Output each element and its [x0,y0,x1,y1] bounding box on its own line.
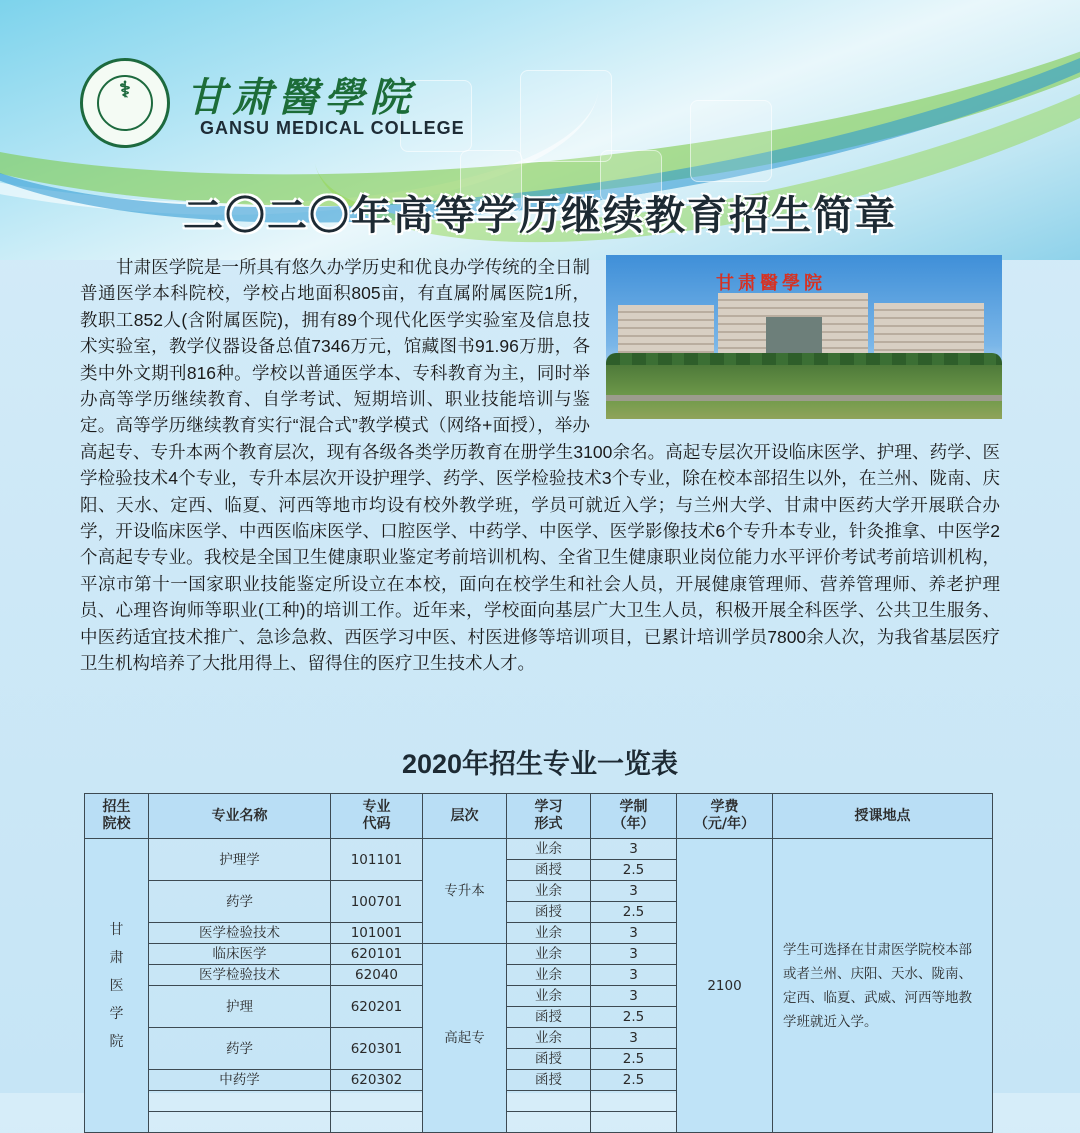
logo-english-name: GANSU MEDICAL COLLEGE [200,118,465,138]
major-name [149,1091,331,1112]
table-row [85,839,993,860]
banner-square [690,100,772,182]
major-name: 护理学 [149,839,331,881]
page-title: 二〇二〇年高等学历继续教育招生简章 [183,194,897,238]
table-title: 2020年招生专业一览表 [401,749,679,779]
header-level: 层次 [423,794,507,839]
years-cell [591,1112,677,1133]
major-name: 临床医学 [149,944,331,965]
intro-paragraph [80,254,1000,677]
mode-cell: 业余 [507,881,591,902]
table-header-row [85,794,993,839]
level-cell: 高起专 [423,944,507,1133]
college-seal-logo [80,58,170,148]
years-cell: 3 [591,923,677,944]
years-cell: 3 [591,839,677,860]
years-cell [591,1091,677,1112]
mode-cell: 业余 [507,965,591,986]
location-cell: 学生可选择在甘肃医学院校本部或者兰州、庆阳、天水、陇南、定西、临夏、武威、河西等地教学班就近入学。 [773,839,993,1133]
level-cell: 专升本 [423,839,507,944]
photo-sign: 甘肃醫學院 [716,273,826,294]
mode-cell: 业余 [507,1028,591,1049]
mode-cell [507,1112,591,1133]
mode-cell: 业余 [507,839,591,860]
major-code: 101101 [331,839,423,881]
years-cell: 3 [591,965,677,986]
years-cell: 2.5 [591,860,677,881]
mode-cell [507,1091,591,1112]
header-location: 授课地点 [773,794,993,839]
years-cell: 2.5 [591,1007,677,1028]
major-code [331,1112,423,1133]
major-code: 100701 [331,881,423,923]
years-cell: 2.5 [591,902,677,923]
mode-cell: 函授 [507,860,591,881]
mode-cell: 函授 [507,902,591,923]
years-cell: 3 [591,986,677,1007]
mode-cell: 业余 [507,923,591,944]
major-name: 药学 [149,1028,331,1070]
header-fee: 学费 （元/年） [677,794,773,839]
major-code: 101001 [331,923,423,944]
major-name: 中药学 [149,1070,331,1091]
header-mode: 学习 形式 [507,794,591,839]
logo-chinese-name: 甘肃醫學院 [186,74,416,121]
major-name: 医学检验技术 [149,965,331,986]
header-major: 专业名称 [149,794,331,839]
major-code: 620301 [331,1028,423,1070]
major-code: 620302 [331,1070,423,1091]
mode-cell: 业余 [507,944,591,965]
intro-text: 甘肃医学院是一所具有悠久办学历史和优良办学传统的全日制普通医学本科院校，学校占地面积805亩，有直属附属医院1所，教职工852人(含附属医院)，拥有89个现代化医学实验室及信息技术实验室，教学仪器设备总值7346万元，馆藏图书91.96万册，各类中外文期刊816种。学校以普通医学本、专科教育为主，同时举办高等学历继续教育、自学考试、短期培训、职业技能培训与鉴定。高等学历继续教育实行“混合式”教学模式（网络+面授），举办高起专、专升本两个教育层次，现有各级各类学历教育在册学生3100余名。高起专层次开设临床医学、护理、药学、医学检验技术4个专业，专升本层次开设护理学、药学、医学检验技术3个专业，除在校本部招生以外，在兰州、陇南、庆阳、天水、定西、临夏、河西等地市均设有校外教学班，学员可就近入学；与兰州大学、甘肃中医药大学开展联合办学，开设临床医学、中西医临床医学、口腔医学、中药学、中医学、医学影像技术6个专升本专业，针灸推拿、中医学2个高起专专业。我校是全国卫生健康职业鉴定考前培训机构、全省卫生健康职业岗位能力水平评价考试考前培训机构，平凉市第十一国家职业技能鉴定所设立在本校，面向在校学生和社会人员，开展健康管理师、营养管理师、养老护理员、心理咨询师等职业(工种)的培训工作。近年来，学校面向基层广大卫生人员，积极开展全科医学、公共卫生服务、中医药适宜技术推广、急诊急救、西医学习中医、村医进修等培训项目，已累计培训学员7800余人次，为我省基层医疗卫生机构培养了大批用得上、留得住的医疗卫生技术人才。 [80,257,1000,674]
header-years: 学制 （年） [591,794,677,839]
major-name [149,1112,331,1133]
major-code: 620201 [331,986,423,1028]
majors-table [84,793,993,1133]
header-code: 专业 代码 [331,794,423,839]
mode-cell: 函授 [507,1070,591,1091]
mode-cell: 函授 [507,1049,591,1070]
years-cell: 2.5 [591,1070,677,1091]
major-name: 药学 [149,881,331,923]
school-name: 甘肃医学院 [109,921,124,1050]
fee-cell: 2100 [677,839,773,1133]
major-code: 62040 [331,965,423,986]
major-code: 620101 [331,944,423,965]
major-name: 护理 [149,986,331,1028]
years-cell: 3 [591,1028,677,1049]
major-code [331,1091,423,1112]
seal-emblem-icon: ⚕ [119,77,131,103]
mode-cell: 函授 [507,1007,591,1028]
header-school: 招生 院校 [85,794,149,839]
years-cell: 2.5 [591,1049,677,1070]
photo-spacer [590,254,1000,418]
banner-square [520,70,612,162]
major-name: 医学检验技术 [149,923,331,944]
school-cell [85,839,149,1133]
years-cell: 3 [591,944,677,965]
mode-cell: 业余 [507,986,591,1007]
years-cell: 3 [591,881,677,902]
